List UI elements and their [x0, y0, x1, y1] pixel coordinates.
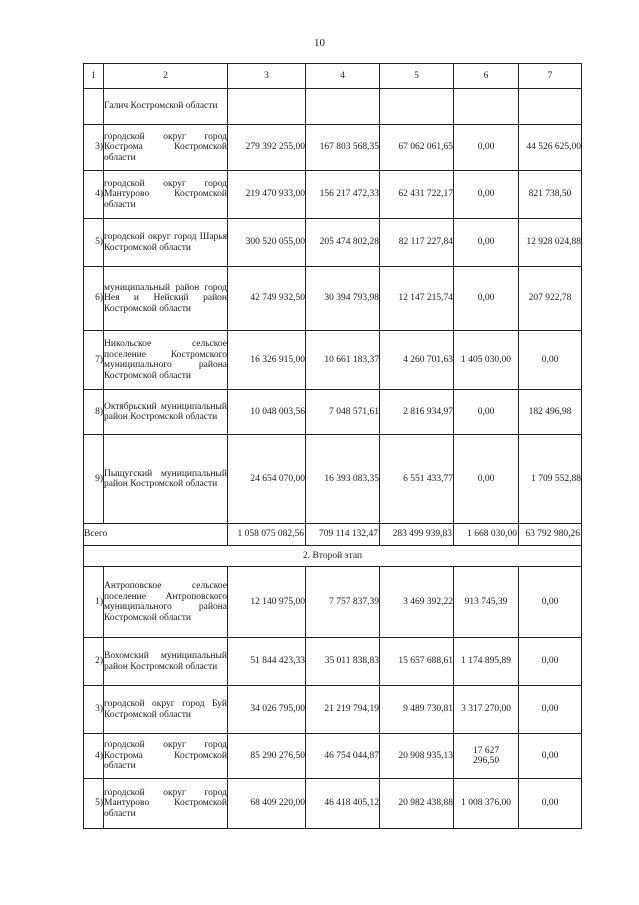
amount-col5: 2 816 934,97	[380, 390, 454, 435]
municipality-name: городской округ город Мантурово Костромской области	[104, 779, 228, 829]
row-index: 8)	[84, 390, 104, 435]
amount-col6: 0,00	[454, 219, 519, 267]
amount-col6: 3 317 270,00	[454, 686, 519, 734]
municipality-name: Октябрьский муниципальный район Костромской области	[104, 390, 228, 435]
header-row	[84, 64, 582, 89]
amount-col4	[306, 89, 380, 125]
amount-col6: 0,00	[454, 390, 519, 435]
section-title: 2. Второй этап	[84, 546, 582, 567]
amount-col5: 67 062 061,65	[380, 125, 454, 171]
amount-col5: 20 982 438,88	[380, 779, 454, 829]
total-amount: 10 048 003,56	[228, 390, 306, 435]
amount-col7: 0,00	[519, 638, 582, 686]
amount-col7: 44 526 625,00	[519, 125, 582, 171]
municipality-name: городской округ город Буй Костромской области	[104, 686, 228, 734]
municipality-name: муниципальный район город Нея и Нейский район Костромской области	[104, 267, 228, 331]
total-amount: 12 140 975,00	[228, 567, 306, 638]
header-cell: 6	[454, 64, 519, 89]
row-index: 4)	[84, 171, 104, 219]
amount-col4: 46 754 044,87	[306, 734, 380, 779]
amount-col6: 1 405 030,00	[454, 331, 519, 390]
total-amount: 300 520 055,00	[228, 219, 306, 267]
row-index: 6)	[84, 267, 104, 331]
municipality-name: Пыщугский муниципальный район Костромской области	[104, 435, 228, 524]
amount-col5: 3 469 392,22	[380, 567, 454, 638]
amount-col4: 205 474 802,28	[306, 219, 380, 267]
row-index: 3)	[84, 125, 104, 171]
amount-col5: 15 657 688,61	[380, 638, 454, 686]
amount-col4: 21 219 794,19	[306, 686, 380, 734]
total-amount: 279 392 255,00	[228, 125, 306, 171]
table-row	[84, 331, 582, 390]
table-row	[84, 267, 582, 331]
amount-col5: 9 489 730,81	[380, 686, 454, 734]
total-c7: 63 792 980,26	[519, 524, 582, 546]
header-cell: 2	[104, 64, 228, 89]
total-amount: 51 844 423,33	[228, 638, 306, 686]
amount-col4: 167 803 568,35	[306, 125, 380, 171]
amount-col5: 62 431 722,17	[380, 171, 454, 219]
table-row	[84, 435, 582, 524]
amount-col6: 17 627 296,50	[454, 734, 519, 779]
table-row	[84, 390, 582, 435]
header-cell: 4	[306, 64, 380, 89]
row-index: 5)	[84, 779, 104, 829]
amount-col6: 1 174 895,89	[454, 638, 519, 686]
municipality-name: городской округ город Шарья Костромской области	[104, 219, 228, 267]
header-cell: 7	[519, 64, 582, 89]
total-amount	[228, 89, 306, 125]
total-c3: 1 058 075 082,56	[228, 524, 306, 546]
amount-col5: 20 908 935,13	[380, 734, 454, 779]
amount-col5: 4 260 701,63	[380, 331, 454, 390]
amount-col6: 0,00	[454, 171, 519, 219]
total-amount: 85 290 276,50	[228, 734, 306, 779]
amount-col4: 7 757 837,39	[306, 567, 380, 638]
row-index: 7)	[84, 331, 104, 390]
total-amount: 68 409 220,00	[228, 779, 306, 829]
table-row	[84, 686, 582, 734]
amount-col4: 35 011 838,83	[306, 638, 380, 686]
total-row	[84, 524, 582, 546]
amount-col6: 1 008 376,00	[454, 779, 519, 829]
amount-col6	[454, 89, 519, 125]
row-index: 2)	[84, 638, 104, 686]
amount-col7: 0,00	[519, 734, 582, 779]
row-index: 1)	[84, 567, 104, 638]
table-row	[84, 89, 582, 125]
table-row	[84, 779, 582, 829]
amount-col6: 0,00	[454, 125, 519, 171]
amount-col4: 30 394 793,98	[306, 267, 380, 331]
amount-col4: 10 661 183,37	[306, 331, 380, 390]
municipality-name: Вохомский муниципальный район Костромской области	[104, 638, 228, 686]
header-cell: 1	[84, 64, 104, 89]
amount-col7: 0,00	[519, 567, 582, 638]
amount-col5: 12 147 215,74	[380, 267, 454, 331]
row-index: 9)	[84, 435, 104, 524]
amount-col4: 16 393 083,35	[306, 435, 380, 524]
municipality-name: городской округ город Кострома Костромской области	[104, 734, 228, 779]
amount-col7: 12 928 024,88	[519, 219, 582, 267]
amount-col7	[519, 89, 582, 125]
amount-col5: 6 551 433,77	[380, 435, 454, 524]
amount-col7: 0,00	[519, 686, 582, 734]
header-cell: 3	[228, 64, 306, 89]
total-amount: 24 654 070,00	[228, 435, 306, 524]
municipality-name: Антроповское сельское поселение Антроповского муниципального района Костромской области	[104, 567, 228, 638]
municipality-name: Галич Костромской области	[104, 89, 228, 125]
row-index: 5)	[84, 219, 104, 267]
amount-col6: 0,00	[454, 435, 519, 524]
page-number: 10	[314, 37, 325, 49]
total-c4: 709 114 132,47	[306, 524, 380, 546]
total-amount: 219 470 933,00	[228, 171, 306, 219]
municipality-name: Никольское сельское поселение Костромского муниципального района Костромской области	[104, 331, 228, 390]
amount-col7: 0,00	[519, 779, 582, 829]
municipality-name: городской округ город Кострома Костромской области	[104, 125, 228, 171]
funding-table	[83, 63, 582, 829]
amount-col7: 207 922,78	[519, 267, 582, 331]
amount-col7: 1 709 552,88	[519, 435, 582, 524]
total-c6: 1 668 030,00	[454, 524, 519, 546]
total-amount: 34 026 795,00	[228, 686, 306, 734]
table-row	[84, 219, 582, 267]
amount-col5: 82 117 227,84	[380, 219, 454, 267]
header-cell: 5	[380, 64, 454, 89]
total-amount: 42 749 932,50	[228, 267, 306, 331]
amount-col7: 821 738,50	[519, 171, 582, 219]
amount-col4: 7 048 571,61	[306, 390, 380, 435]
amount-col4: 156 217 472,33	[306, 171, 380, 219]
amount-col7: 182 496,98	[519, 390, 582, 435]
table-row	[84, 567, 582, 638]
row-index: 4)	[84, 734, 104, 779]
total-c5: 283 499 939,83	[380, 524, 454, 546]
total-amount: 16 326 915,00	[228, 331, 306, 390]
amount-col6: 913 745,39	[454, 567, 519, 638]
row-index	[84, 89, 104, 125]
table-row	[84, 171, 582, 219]
table-row	[84, 734, 582, 779]
municipality-name: городской округ город Мантурово Костромской области	[104, 171, 228, 219]
table-row	[84, 125, 582, 171]
row-index: 3)	[84, 686, 104, 734]
amount-col4: 46 418 405,12	[306, 779, 380, 829]
section-row	[84, 546, 582, 567]
amount-col7: 0,00	[519, 331, 582, 390]
amount-col6: 0,00	[454, 267, 519, 331]
total-label: Всего	[84, 524, 228, 546]
table-row	[84, 638, 582, 686]
amount-col5	[380, 89, 454, 125]
